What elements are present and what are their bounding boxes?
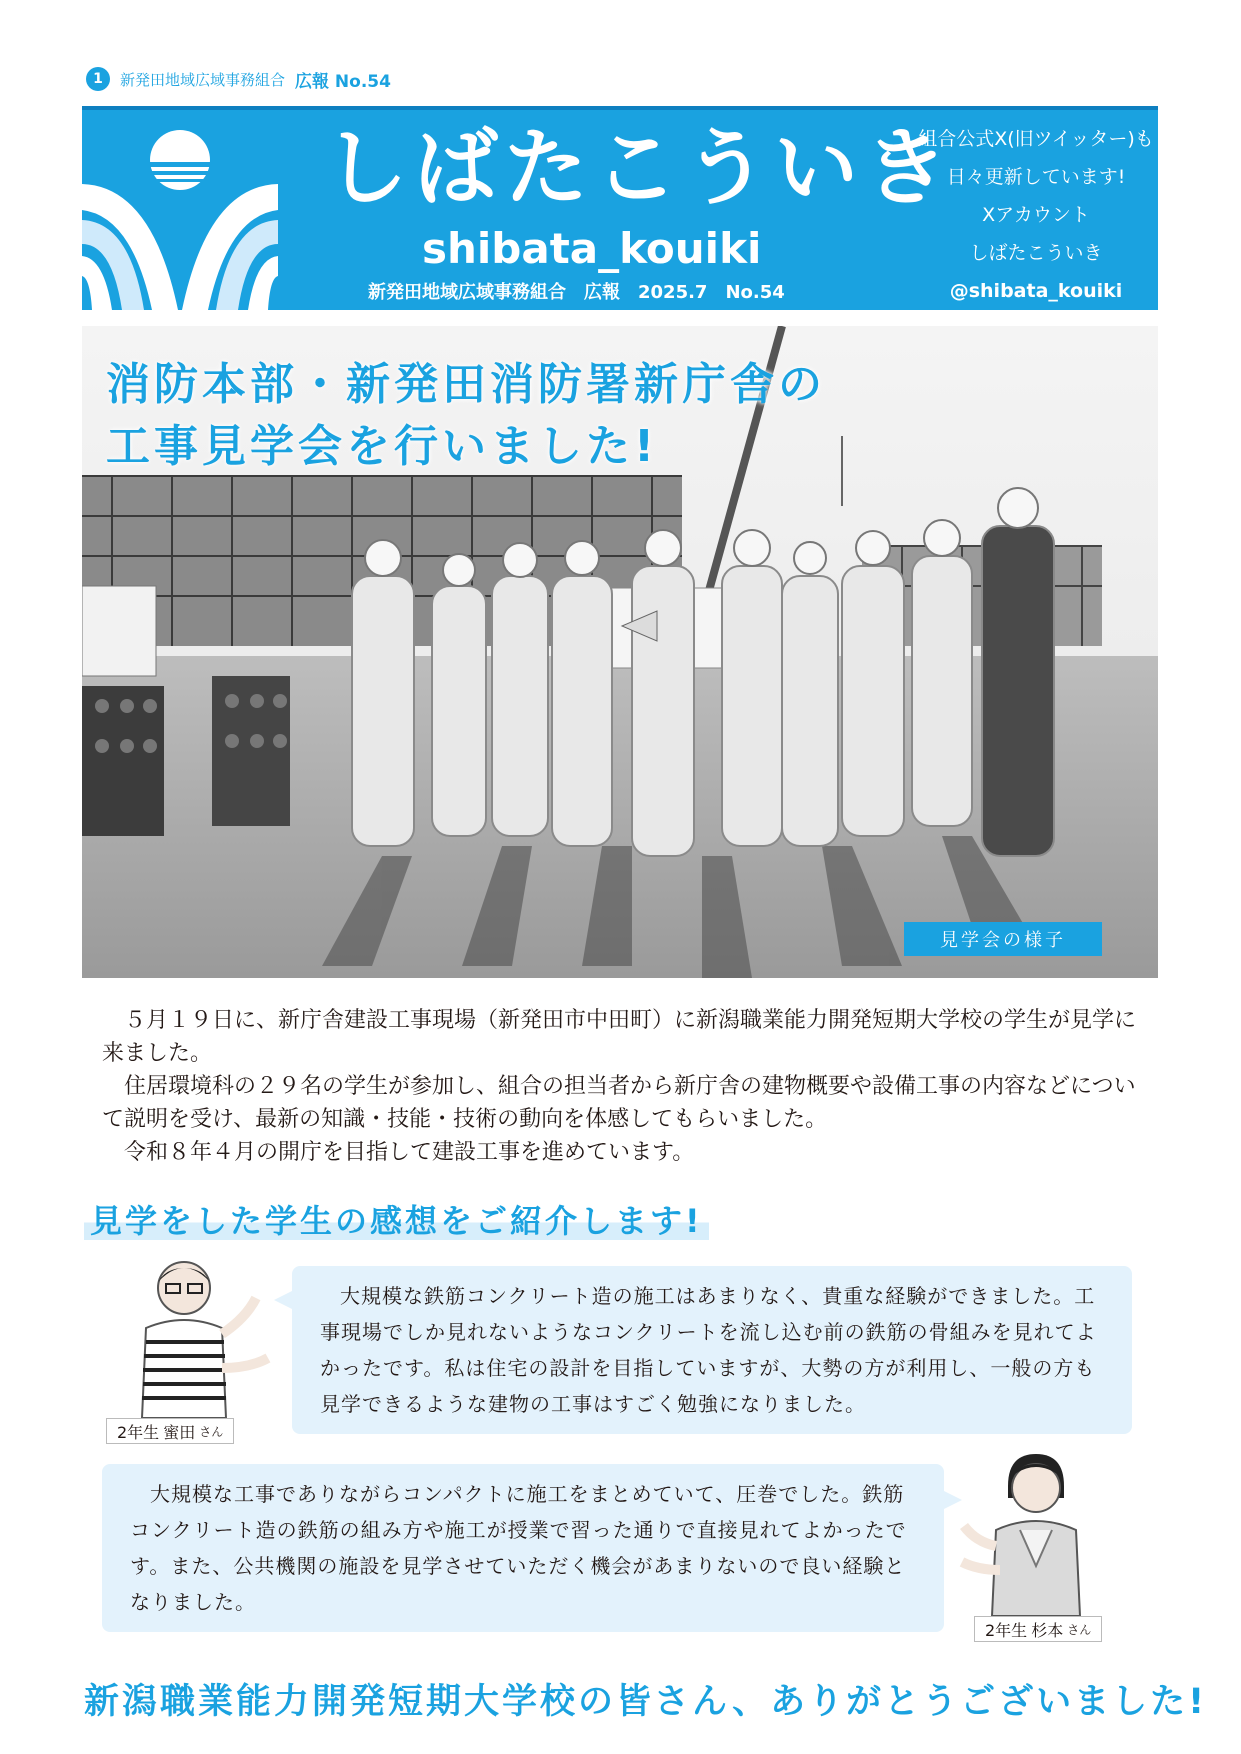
site-visit-photo: [82, 326, 1158, 978]
student-grade: 2年生: [985, 1620, 1028, 1640]
impression-bubble-1: [292, 1266, 1132, 1434]
student-honorific: さん: [199, 1424, 224, 1439]
page-header: [86, 66, 391, 92]
article-headline: [106, 354, 826, 478]
body-paragraph: 令和８年４月の開庁を目指して建設工事を進めています。: [124, 1140, 695, 1165]
impression-text: 大規模な鉄筋コンクリート造の施工はあまりなく、貴重な経験ができました。工事現場でしか見れないようなコンクリートを流し込む前の鉄筋の骨組みを見れてよかったです。私は住宅の設計を目指していますが、大勢の方が利用し、一般の方も見学できるような建物の工事はすごく勉強になりました。: [320, 1284, 1097, 1416]
impressions-heading: 見学をした学生の感想をご紹介します!: [84, 1196, 709, 1240]
notice-line: しばたこういき: [969, 242, 1103, 264]
student-honorific: さん: [1067, 1622, 1092, 1637]
header-org-name: 新発田地域広域事務組合: [120, 70, 286, 89]
closing-message: 新潟職業能力開発短期大学校の皆さん、ありがとうございました!: [84, 1682, 1208, 1722]
student-name: 蜜田: [163, 1422, 196, 1442]
photo-caption: 見学会の様子: [904, 922, 1102, 956]
student-nametag-1: [106, 1418, 234, 1444]
student-grade: 2年生: [117, 1422, 160, 1442]
shibata-logo-icon: [82, 120, 278, 310]
headline-line-2: 工事見学会を行いました!: [106, 421, 659, 472]
student-portrait-2: [956, 1446, 1106, 1616]
notice-line: 組合公式X(旧ツイッター)も: [918, 128, 1154, 150]
x-account-handle: @shibata_kouiki: [949, 280, 1123, 302]
bubble-tail: [274, 1290, 294, 1310]
body-paragraph: 住居環境科の２９名の学生が参加し、組合の担当者から新庁舎の建物概要や設備工事の内容などについて説明を受け、最新の知識・技能・技術の動向を体感してもらいました。: [102, 1074, 1136, 1132]
headline-line-1: 消防本部・新発田消防署新庁舎の: [106, 359, 826, 410]
newsletter-title: しばたこういき: [324, 119, 955, 217]
header-issue: 広報 No.54: [295, 71, 391, 92]
student-name: 杉本: [1031, 1620, 1064, 1640]
impression-bubble-2: [102, 1464, 944, 1632]
student-portrait-1: [126, 1248, 276, 1418]
newsletter-subtitle: shibata_kouiki: [422, 224, 762, 273]
notice-line: Xアカウント: [982, 204, 1090, 226]
masthead: [82, 106, 1158, 310]
notice-line: 日々更新しています!: [946, 166, 1126, 188]
x-account-notice: [914, 106, 1158, 310]
body-paragraph: ５月１９日に、新庁舎建設工事現場（新発田市中田町）に新潟職業能力開発短期大学校の学生が見学に来ました。: [102, 1008, 1137, 1066]
issue-line: 新発田地域広域事務組合 広報 2025.7 No.54: [368, 282, 785, 303]
student-nametag-2: [974, 1616, 1102, 1642]
page-number: 1: [86, 67, 110, 91]
impression-text: 大規模な工事でありながらコンパクトに施工をまとめていて、圧巻でした。鉄筋コンクリート造の鉄筋の組み方や施工が授業で習った通りで直接見れてよかったです。また、公共機関の施設を見学させていただく機会があまりないので良い経験となりました。: [130, 1482, 907, 1614]
article-body: [102, 1004, 1142, 1169]
